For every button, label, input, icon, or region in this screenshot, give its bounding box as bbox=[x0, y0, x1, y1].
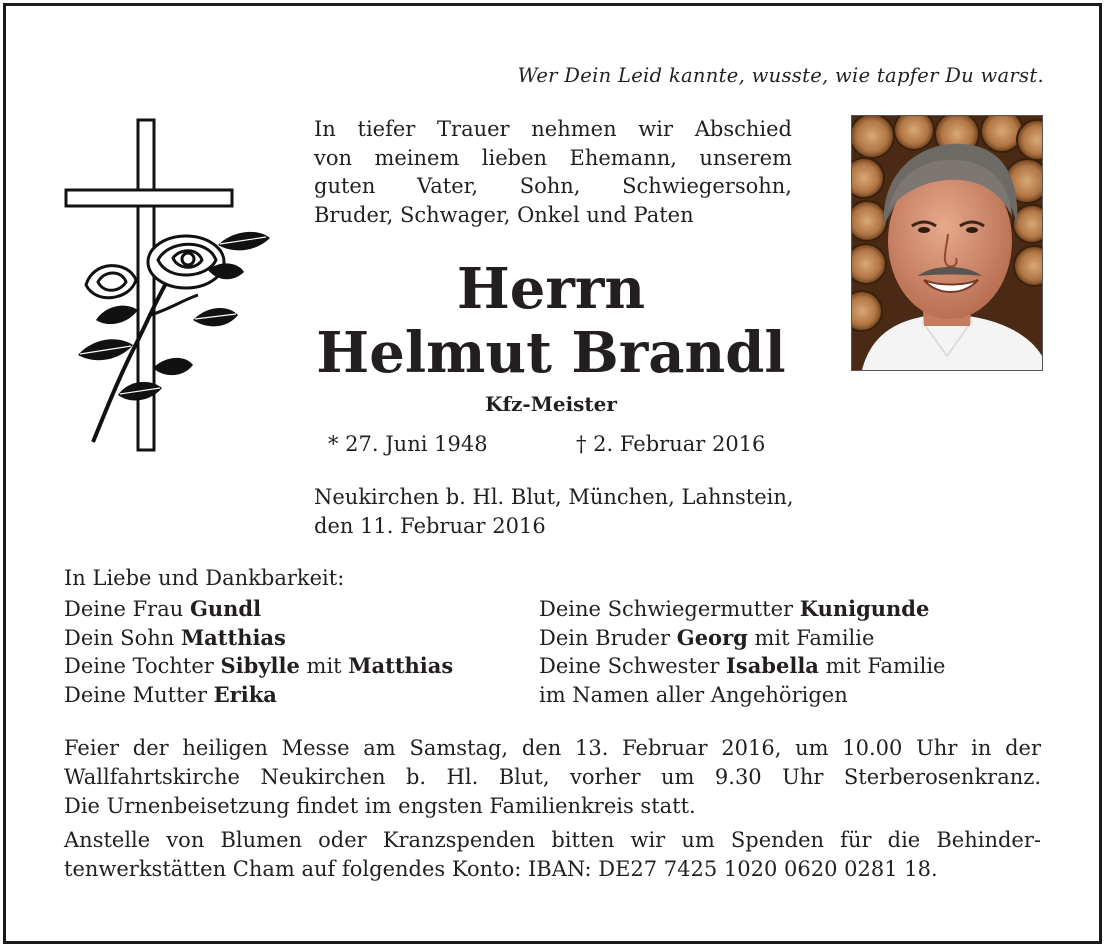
death-date: † 2. Februar 2016 bbox=[576, 432, 766, 456]
mourner-line: Deine Schwiegermutter Kunigunde bbox=[539, 596, 930, 621]
donation-line: Anstelle von Blumen oder Kranzspenden bitten wir um Spenden für die Behinder- bbox=[64, 828, 1041, 852]
mass-line: Wallfahrtskirche Neukirchen b. Hl. Blut, vorher um 9.30 Uhr Sterberosenkranz. bbox=[64, 765, 1041, 789]
intro-line: von meinem lieben Ehemann, unserem bbox=[314, 145, 792, 170]
obituary-notice bbox=[3, 3, 1102, 944]
cross-with-rose-icon bbox=[58, 110, 278, 455]
place-line: Neukirchen b. Hl. Blut, München, Lahnstein, bbox=[314, 485, 794, 509]
intro-text bbox=[314, 115, 792, 229]
mourner-line: Deine Mutter Erika bbox=[64, 681, 277, 707]
place-and-date bbox=[314, 483, 794, 540]
profession: Kfz-Meister bbox=[485, 392, 617, 416]
deceased-name: Helmut Brandl bbox=[316, 320, 786, 386]
mourner-line: Dein Bruder Georg mit Familie bbox=[539, 624, 875, 650]
intro-line: guten Vater, Sohn, Schwiegersohn, bbox=[314, 174, 792, 198]
mourner-line: Deine Schwester Isabella mit Familie bbox=[539, 653, 946, 678]
mass-line: Die Urnenbeisetzung findet im engsten Familienkreis statt. bbox=[64, 794, 696, 818]
mourner-line: im Namen aller Angehörigen bbox=[539, 682, 848, 707]
family-list-left bbox=[64, 595, 453, 709]
donation-line: tenwerkstätten Cham auf folgendes Konto: IBAN: DE27 7425 1020 0620 0281 18. bbox=[64, 857, 938, 881]
mass-line: Feier der heiligen Messe am Samstag, den 13. Februar 2016, um 10.00 Uhr in der bbox=[64, 736, 1041, 760]
birth-date: * 27. Juni 1948 bbox=[328, 432, 488, 456]
mourner-line: Deine Frau Gundl bbox=[64, 596, 262, 621]
family-list-right bbox=[539, 595, 945, 709]
date-line: den 11. Februar 2016 bbox=[314, 513, 546, 538]
portrait-photo bbox=[851, 115, 1043, 371]
honorific: Herrn bbox=[456, 256, 646, 322]
intro-line: In tiefer Trauer nehmen wir Abschied bbox=[314, 117, 792, 141]
intro-line: Bruder, Schwager, Onkel und Paten bbox=[314, 202, 694, 227]
motto-quote: Wer Dein Leid kannte, wusste, wie tapfer Du warst. bbox=[517, 64, 1044, 87]
mourner-line: Deine Tochter Sibylle mit Matthias bbox=[64, 653, 454, 678]
mass-announcement bbox=[64, 734, 1041, 821]
donation-request bbox=[64, 826, 1041, 884]
family-heading: In Liebe und Dankbarkeit: bbox=[64, 566, 345, 590]
mourner-line: Dein Sohn Matthias bbox=[64, 624, 286, 650]
